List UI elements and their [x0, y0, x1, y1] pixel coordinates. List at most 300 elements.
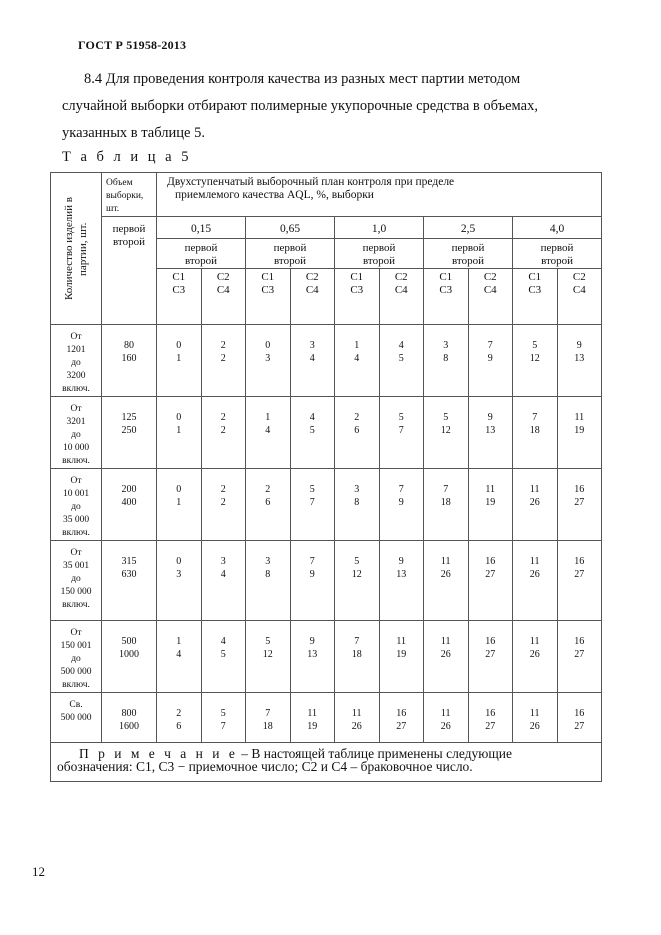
lot-range-text: 3201 — [66, 417, 86, 427]
criterion-value: 9 — [398, 556, 404, 567]
criterion-value-cell — [290, 693, 335, 743]
sample-volume-cell — [102, 325, 157, 397]
criterion-value: 16 — [574, 484, 585, 495]
lot-range-text: до — [71, 430, 81, 440]
criterion-value: 19 — [574, 425, 585, 436]
sample-volume-value: 800 — [121, 708, 137, 719]
lot-range-cell — [51, 469, 102, 541]
aql-value-text: 0,65 — [279, 223, 301, 235]
criterion-value: 5 — [443, 412, 449, 423]
criterion-value: 9 — [398, 497, 404, 508]
criterion-value-cell — [157, 469, 202, 541]
criterion-value: 2 — [220, 484, 226, 495]
table-row — [51, 693, 602, 743]
criterion-value: 11 — [485, 484, 496, 495]
criterion-value: 1 — [176, 353, 182, 364]
criterion-value: 9 — [309, 569, 315, 580]
criterion-value-cell — [468, 541, 513, 621]
criterion-value: 27 — [485, 569, 496, 580]
criterion-header — [468, 269, 513, 325]
criterion-value-cell — [379, 325, 424, 397]
criterion-label: C2 — [483, 271, 497, 283]
criterion-header — [157, 269, 202, 325]
criterion-value: 7 — [354, 636, 360, 647]
criterion-value: 1 — [176, 425, 182, 436]
criterion-value: 26 — [529, 497, 540, 508]
criterion-label: C2 — [394, 271, 408, 283]
criterion-value: 11 — [529, 556, 540, 567]
page-number: 12 — [32, 864, 45, 879]
aql-value-text: 0,15 — [190, 223, 212, 235]
criterion-value-cell — [379, 693, 424, 743]
criterion-value: 13 — [574, 353, 585, 364]
sample-volume-cell — [102, 541, 157, 621]
paragraph-8-4 — [62, 66, 624, 147]
criterion-value-cell — [424, 325, 469, 397]
criterion-value: 7 — [398, 484, 404, 495]
lot-range-text: 3200 — [66, 371, 86, 381]
criterion-value: 1 — [354, 340, 360, 351]
criterion-value: 26 — [529, 721, 540, 732]
aql-value-text: 4,0 — [549, 223, 565, 235]
criterion-value: 5 — [354, 556, 360, 567]
criterion-value-cell — [290, 325, 335, 397]
lot-range-cell — [51, 621, 102, 693]
criterion-header — [513, 269, 558, 325]
criterion-value: 27 — [396, 721, 407, 732]
criterion-value-cell — [157, 693, 202, 743]
criterion-header — [201, 269, 246, 325]
criterion-label: C1 — [261, 271, 275, 283]
criterion-value: 11 — [574, 412, 585, 423]
criterion-value: 11 — [351, 708, 362, 719]
criterion-value: 7 — [398, 425, 404, 436]
table-row — [51, 541, 602, 621]
sample-order-first: первой — [451, 242, 485, 254]
criterion-value-cell — [379, 469, 424, 541]
criterion-value-cell — [424, 397, 469, 469]
lot-range-text: 35 001 — [62, 561, 90, 571]
criterion-value-cell — [424, 621, 469, 693]
aql-value-text: 2,5 — [460, 223, 476, 235]
criterion-value: 0 — [176, 340, 182, 351]
criterion-value: 7 — [309, 497, 315, 508]
criterion-value-cell — [468, 469, 513, 541]
lot-range-text: От — [70, 404, 82, 414]
criterion-value: 19 — [307, 721, 318, 732]
criterion-value: 13 — [396, 569, 407, 580]
criterion-value: 4 — [309, 353, 315, 364]
criterion-value: 11 — [440, 708, 451, 719]
criterion-value: 9 — [487, 353, 493, 364]
criterion-header — [290, 269, 335, 325]
criterion-value-cell — [513, 621, 558, 693]
criterion-value: 12 — [262, 649, 273, 660]
criterion-value: 4 — [220, 636, 226, 647]
criterion-value: 27 — [574, 721, 585, 732]
sample-volume-value: 80 — [124, 340, 134, 351]
aql-value — [246, 217, 335, 239]
criterion-value-cell — [557, 541, 602, 621]
criterion-value: 3 — [443, 340, 449, 351]
note-line: обозначения: С1, С3 − приемочное число; С2 и С4 – браковочное число. — [57, 759, 473, 774]
criterion-value-cell — [335, 469, 380, 541]
sampling-plan-table — [50, 172, 602, 782]
criterion-value: 1 — [176, 497, 182, 508]
criterion-value-cell — [290, 397, 335, 469]
criterion-value-cell — [335, 541, 380, 621]
sample-order-second: второй — [274, 255, 306, 267]
criterion-value: 12 — [529, 353, 540, 364]
criterion-value: 12 — [440, 425, 451, 436]
criterion-value: 11 — [307, 708, 318, 719]
criterion-value-cell — [513, 541, 558, 621]
sample-order-second: второй — [452, 255, 484, 267]
criterion-value-cell — [513, 469, 558, 541]
criterion-value: 7 — [487, 340, 493, 351]
criterion-value: 3 — [354, 484, 360, 495]
criterion-value: 16 — [574, 556, 585, 567]
sample-volume-cell — [102, 693, 157, 743]
document-header: ГОСТ Р 51958-2013 — [78, 38, 187, 52]
sample-volume-value: 200 — [121, 484, 137, 495]
criterion-value: 5 — [398, 412, 404, 423]
criterion-value: 3 — [220, 556, 226, 567]
criterion-value-cell — [201, 621, 246, 693]
criterion-value: 11 — [440, 556, 451, 567]
criterion-label: C2 — [216, 271, 230, 283]
criterion-value: 6 — [176, 721, 182, 732]
sample-volume-value: 630 — [121, 569, 137, 580]
sample-order-second: второй — [541, 255, 574, 267]
lot-range-text: 500 000 — [60, 713, 92, 723]
paragraph-line: указанных в таблице 5. — [62, 125, 205, 141]
criterion-header — [335, 269, 380, 325]
sample-volume-cell — [102, 621, 157, 693]
criterion-value: 27 — [574, 649, 585, 660]
lot-range-text: 1201 — [66, 345, 86, 355]
sample-volume-value: 315 — [121, 556, 137, 567]
criterion-value: 2 — [354, 412, 360, 423]
criterion-value-cell — [201, 693, 246, 743]
paragraph-line: 8.4 Для проведения контроля качества из разных мест партии методом — [84, 71, 521, 87]
criterion-value: 7 — [532, 412, 538, 423]
plan-header — [157, 173, 602, 217]
criterion-label: C1 — [528, 271, 542, 283]
criterion-value: 4 — [354, 353, 360, 364]
aql-value — [157, 217, 246, 239]
criterion-value: 3 — [309, 340, 315, 351]
lot-range-text: до — [71, 574, 81, 584]
criterion-value: 11 — [440, 636, 451, 647]
sample-volume-value: 400 — [121, 497, 137, 508]
criterion-value-cell — [157, 541, 202, 621]
sample-volume-value: 250 — [121, 425, 137, 436]
criterion-value: 8 — [443, 353, 449, 364]
criterion-value: 5 — [398, 353, 404, 364]
sample-volume-label: Объем выборки, шт. — [106, 178, 144, 214]
criterion-value: 2 — [220, 340, 226, 351]
criterion-value: 5 — [309, 425, 315, 436]
criterion-label: C1 — [439, 271, 453, 283]
criterion-value: 7 — [265, 708, 271, 719]
criterion-value-cell — [290, 621, 335, 693]
criterion-value-cell — [424, 693, 469, 743]
criterion-value: 3 — [265, 353, 271, 364]
criterion-value-cell — [424, 469, 469, 541]
criterion-value: 26 — [529, 649, 540, 660]
criterion-value: 0 — [176, 412, 182, 423]
criterion-value: 1 — [176, 636, 182, 647]
criterion-value-cell — [513, 693, 558, 743]
aql-value — [513, 217, 602, 239]
lot-range-text: включ. — [62, 600, 90, 610]
criterion-label: C2 — [572, 271, 586, 283]
sample-order-cell — [157, 239, 246, 269]
table-row — [51, 397, 602, 469]
criterion-value: 27 — [574, 497, 585, 508]
criterion-label: C3 — [350, 284, 364, 296]
criterion-value: 6 — [265, 497, 271, 508]
lot-range-text: до — [71, 358, 81, 368]
lot-range-text: 10 000 — [62, 443, 90, 453]
criterion-value: 2 — [220, 353, 226, 364]
sample-order-first: первой — [362, 242, 396, 254]
criterion-value: 4 — [398, 340, 404, 351]
criterion-label: C3 — [439, 284, 453, 296]
criterion-value-cell — [557, 621, 602, 693]
criterion-value-cell — [201, 397, 246, 469]
criterion-value: 11 — [529, 636, 540, 647]
criterion-value: 1 — [265, 412, 271, 423]
criterion-value-cell — [201, 541, 246, 621]
criterion-value-cell — [157, 621, 202, 693]
lot-range-text: 35 000 — [62, 515, 90, 525]
criterion-value: 2 — [220, 412, 226, 423]
criterion-value-cell — [157, 325, 202, 397]
sample-order-second: второй — [185, 255, 217, 267]
table-caption: Т а б л и ц а 5 — [62, 149, 192, 165]
lot-range-cell — [51, 693, 102, 743]
criterion-header — [557, 269, 602, 325]
criterion-value: 27 — [574, 569, 585, 580]
criterion-value-cell — [246, 693, 291, 743]
criterion-value: 9 — [487, 412, 493, 423]
sample-order-first: первой — [184, 242, 218, 254]
criterion-value-cell — [468, 325, 513, 397]
criterion-value-cell — [424, 541, 469, 621]
criterion-value-cell — [557, 693, 602, 743]
lot-range-text: включ. — [62, 456, 90, 466]
note-heading: П р и м е ч а н и е — [79, 746, 238, 761]
sample-order-first: первой — [273, 242, 307, 254]
criterion-value-cell — [246, 541, 291, 621]
criterion-label: C1 — [172, 271, 186, 283]
criterion-value-cell — [335, 325, 380, 397]
criterion-value: 7 — [220, 721, 226, 732]
criterion-value: 9 — [576, 340, 582, 351]
lot-size-header — [51, 173, 102, 325]
criterion-value: 5 — [265, 636, 271, 647]
criterion-value: 16 — [485, 708, 496, 719]
criterion-value: 5 — [220, 649, 226, 660]
criterion-value: 4 — [309, 412, 315, 423]
criterion-value: 11 — [529, 484, 540, 495]
criterion-value-cell — [557, 397, 602, 469]
criterion-value-cell — [513, 325, 558, 397]
lot-range-text: Св. — [69, 700, 83, 710]
criterion-value-cell — [246, 397, 291, 469]
criterion-value-cell — [290, 469, 335, 541]
lot-range-text: 150 001 — [60, 641, 92, 651]
lot-range-cell — [51, 397, 102, 469]
lot-size-label: Количество изделий в партии, шт. — [63, 197, 89, 301]
sample-order-first: первой — [540, 242, 574, 254]
criterion-value: 6 — [354, 425, 360, 436]
criterion-value: 2 — [176, 708, 182, 719]
criterion-value: 2 — [265, 484, 271, 495]
criterion-value-cell — [335, 693, 380, 743]
criterion-value: 26 — [529, 569, 540, 580]
criterion-value-cell — [157, 397, 202, 469]
paragraph-line: случайной выборки отбирают полимерные укупорочные средства в объемах, — [62, 98, 538, 114]
lot-range-text: От — [70, 476, 82, 486]
criterion-value: 8 — [265, 569, 271, 580]
note-text: – В настоящей таблице применены следующие — [237, 746, 512, 761]
side-second: второй — [113, 236, 145, 248]
criterion-value: 3 — [176, 569, 182, 580]
criterion-label: C3 — [528, 284, 542, 296]
sample-order-cell — [335, 239, 424, 269]
criterion-value: 9 — [309, 636, 315, 647]
side-first: первой — [112, 223, 146, 235]
criterion-label: C1 — [350, 271, 364, 283]
sample-order-cell — [424, 239, 513, 269]
criterion-header — [424, 269, 469, 325]
criterion-value: 5 — [532, 340, 538, 351]
criterion-value: 4 — [220, 569, 226, 580]
criterion-value-cell — [335, 621, 380, 693]
criterion-value: 0 — [176, 484, 182, 495]
criterion-value-cell — [335, 397, 380, 469]
plan-header-line: Двухступенчатый выборочный план контроля при пределе — [167, 176, 455, 188]
criterion-value: 26 — [351, 721, 362, 732]
aql-value-text: 1,0 — [371, 223, 387, 235]
table-note — [51, 743, 602, 782]
criterion-value-cell — [201, 325, 246, 397]
sample-volume-value: 160 — [121, 353, 137, 364]
criterion-label: C4 — [394, 284, 408, 296]
table-row — [51, 469, 602, 541]
criterion-value-cell — [379, 621, 424, 693]
lot-range-text: 500 000 — [60, 667, 92, 677]
criterion-header — [379, 269, 424, 325]
criterion-value: 0 — [265, 340, 271, 351]
criterion-label: C4 — [216, 284, 230, 296]
sample-volume-cell — [102, 397, 157, 469]
criterion-value-cell — [468, 693, 513, 743]
criterion-value: 18 — [529, 425, 540, 436]
criterion-value: 11 — [396, 636, 407, 647]
criterion-value: 18 — [440, 497, 451, 508]
criterion-value-cell — [557, 325, 602, 397]
sample-volume-value: 500 — [121, 636, 137, 647]
criterion-value: 26 — [440, 649, 451, 660]
criterion-value: 16 — [396, 708, 407, 719]
criterion-value-cell — [246, 621, 291, 693]
criterion-value: 16 — [574, 636, 585, 647]
aql-value — [335, 217, 424, 239]
criterion-label: C2 — [305, 271, 319, 283]
criterion-value: 7 — [309, 556, 315, 567]
sample-volume-cell — [102, 469, 157, 541]
criterion-value-cell — [379, 541, 424, 621]
criterion-value: 16 — [485, 636, 496, 647]
lot-range-cell — [51, 325, 102, 397]
plan-header-line: приемлемого качества AQL, %, выборки — [175, 189, 374, 201]
criterion-value: 5 — [220, 708, 226, 719]
criterion-value-cell — [201, 469, 246, 541]
criterion-value-cell — [290, 541, 335, 621]
sample-volume-header — [102, 173, 157, 217]
sample-sides — [102, 217, 157, 325]
criterion-value: 26 — [440, 721, 451, 732]
lot-range-text: включ. — [62, 384, 90, 394]
criterion-value: 7 — [443, 484, 449, 495]
sample-volume-value: 125 — [121, 412, 137, 423]
criterion-value: 11 — [529, 708, 540, 719]
criterion-header — [246, 269, 291, 325]
aql-value — [424, 217, 513, 239]
criterion-value: 19 — [396, 649, 407, 660]
criterion-label: C3 — [172, 284, 186, 296]
lot-range-text: 150 000 — [60, 587, 92, 597]
criterion-value: 3 — [265, 556, 271, 567]
criterion-value: 2 — [220, 497, 226, 508]
criterion-value: 16 — [485, 556, 496, 567]
sample-volume-value: 1600 — [119, 721, 139, 732]
criterion-value-cell — [246, 325, 291, 397]
criterion-value: 27 — [485, 649, 496, 660]
criterion-label: C4 — [305, 284, 319, 296]
criterion-value: 18 — [351, 649, 362, 660]
criterion-value-cell — [513, 397, 558, 469]
sample-order-cell — [246, 239, 335, 269]
lot-range-text: От — [70, 548, 82, 558]
criterion-value: 8 — [354, 497, 360, 508]
criterion-value: 26 — [440, 569, 451, 580]
criterion-value: 19 — [485, 497, 496, 508]
criterion-value: 4 — [265, 425, 271, 436]
lot-range-text: до — [71, 654, 81, 664]
table-row — [51, 621, 602, 693]
table-row — [51, 325, 602, 397]
criterion-label: C4 — [572, 284, 586, 296]
lot-range-text: От — [70, 332, 82, 342]
lot-range-text: включ. — [62, 680, 90, 690]
criterion-label: C3 — [261, 284, 275, 296]
criterion-value-cell — [557, 469, 602, 541]
criterion-value-cell — [379, 397, 424, 469]
criterion-value: 12 — [351, 569, 362, 580]
criterion-label: C4 — [483, 284, 497, 296]
criterion-value: 18 — [262, 721, 273, 732]
criterion-value-cell — [246, 469, 291, 541]
criterion-value: 13 — [307, 649, 318, 660]
criterion-value: 16 — [574, 708, 585, 719]
criterion-value-cell — [468, 397, 513, 469]
lot-range-cell — [51, 541, 102, 621]
